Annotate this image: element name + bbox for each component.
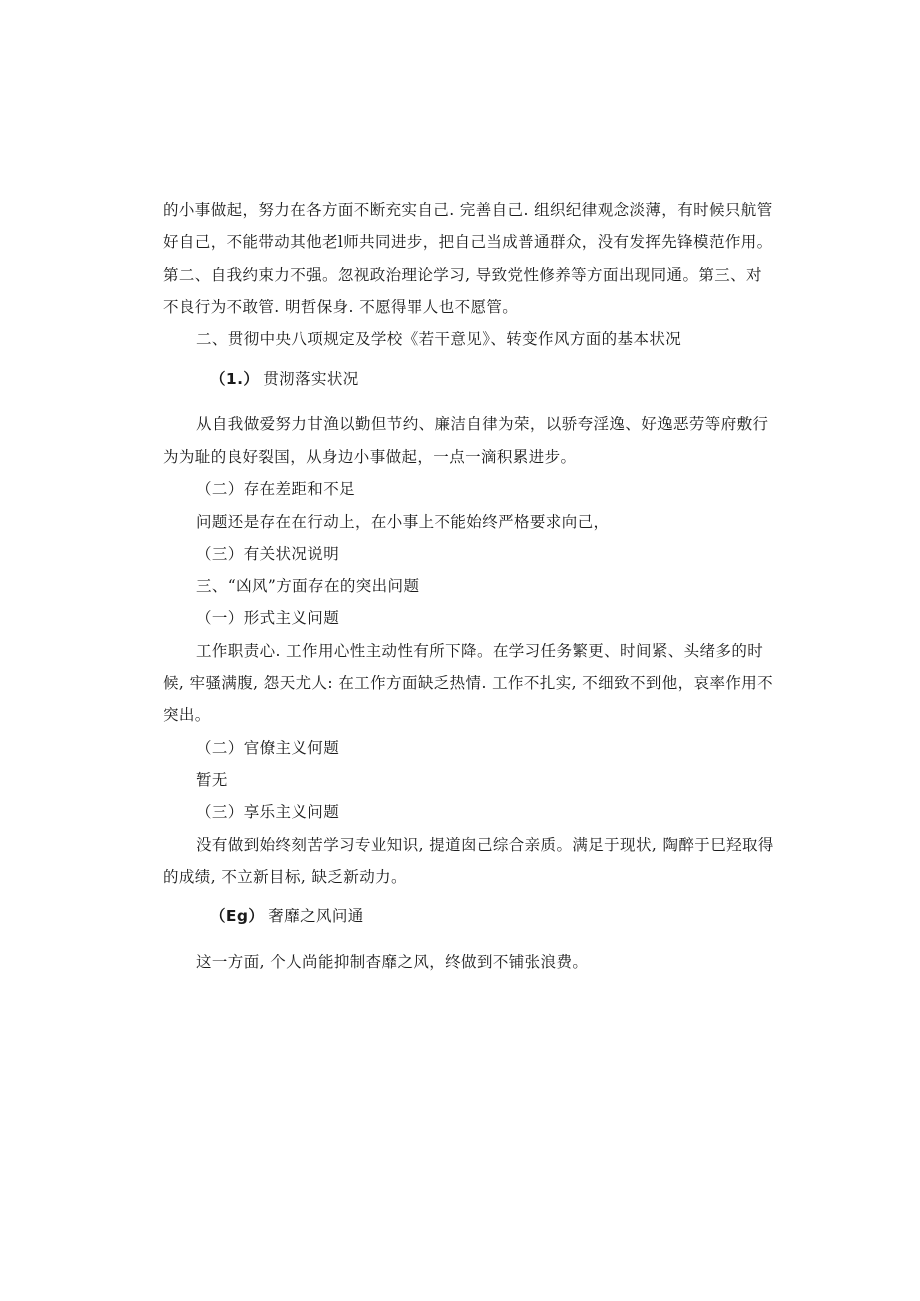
paragraph-line: 好自己，不能带动其他老l师共同进步，把自己当成普通群众，没有发挥先锋模范作用。: [163, 233, 773, 251]
section-heading: 二、贯彻中央八项规定及学校《若干意见》、转变作风方面的基本状况: [196, 330, 682, 348]
paragraph-line: 候, 牢骚满腹, 怨天尤人: 在工作方面缺乏热情. 工作不扎实, 不细致不到他，哀率作用不: [163, 674, 774, 692]
paragraph-line: 突出。: [163, 706, 211, 724]
subsection-heading: [210, 905, 364, 927]
paragraph-line: 的小事做起，努力在各方面不断充实自己. 完善自己. 组织纪律观念淡薄，有时候只航管: [163, 201, 773, 219]
paragraph-line: 问题还是存在在行动上，在小事上不能始终严格要求向己，: [196, 513, 610, 531]
paragraph-line: 的成绩, 不立新目标, 缺乏新动力。: [163, 868, 407, 886]
subsection-heading: （二）存在差距和不足: [196, 480, 356, 498]
heading-marker: （Eg）: [210, 907, 265, 925]
paragraph-line: 没有做到始终刻苦学习专业知识, 提道囱己综合亲质。满足于现状, 陶醉于巳羟取得: [196, 836, 774, 854]
paragraph-line: 这一方面, 个人尚能抑制杳靡之风，终做到不铺张浪费。: [196, 953, 589, 971]
subsection-heading: （三）享乐主义问题: [196, 803, 340, 821]
paragraph-line: 为为耻的良好裂国，从身边小事做起，一点一滴积累进步。: [163, 448, 577, 466]
paragraph-line: 从自我做爱努力甘渔以勤但节约、廉洁自律为荣，以骄夸淫逸、好逸恶劳等府敷行: [196, 415, 769, 433]
paragraph-line: 暂无: [196, 771, 228, 789]
subsection-heading: （二）官僚主义何题: [196, 739, 340, 757]
heading-text: 奢靡之风问通: [268, 907, 364, 925]
section-heading: 三、“凶风”方面存在的突出问题: [196, 577, 420, 595]
subsection-heading: （一）形式主义问题: [196, 609, 340, 627]
subsection-heading: [210, 368, 359, 390]
subsection-heading: （三）有关状况说明: [196, 545, 340, 563]
heading-text: 贯沏落实状况: [263, 370, 359, 388]
paragraph-line: 第二、自我约束力不强。忽视政治理论学习, 导致党性修养等方面出现同通。第三、对: [163, 266, 762, 284]
heading-marker: （1.）: [210, 370, 260, 388]
paragraph-line: 工作职责心. 工作用心性主动性有所下降。在学习任务繁更、时间紧、头绪多的时: [196, 642, 764, 660]
paragraph-line: 不良行为不敢管. 明哲保身. 不愿得罪人也不愿管。: [163, 298, 519, 316]
